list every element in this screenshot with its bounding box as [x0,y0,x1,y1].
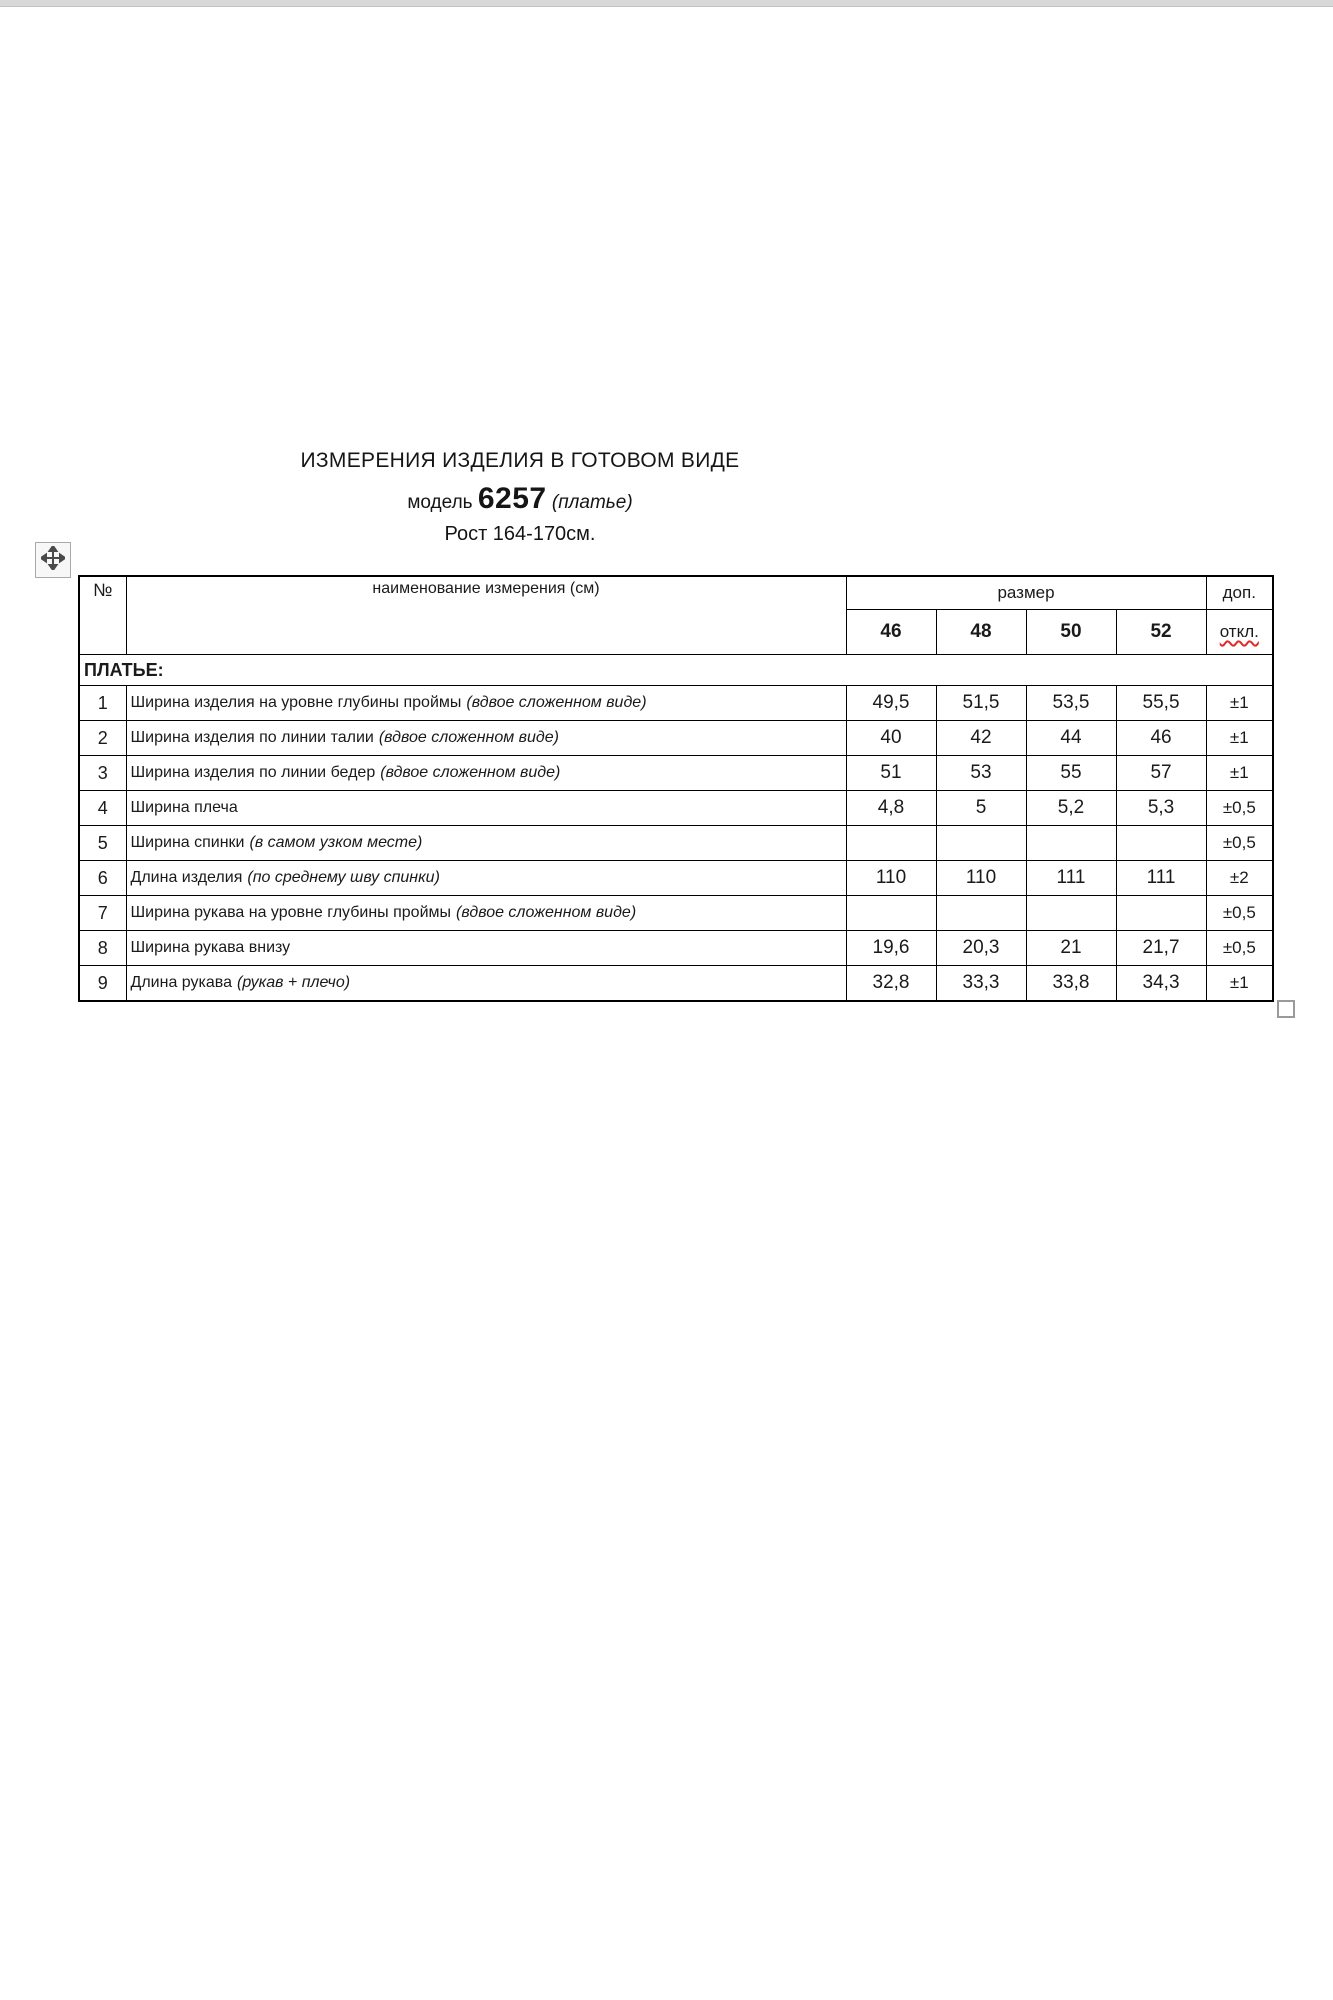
value-cell: 42 [936,721,1026,756]
tolerance-cell: ±0,5 [1206,931,1273,966]
value-cell [1026,896,1116,931]
measurement-name: Ширина рукава внизу [126,931,846,966]
value-cell: 110 [846,861,936,896]
value-cell: 46 [1116,721,1206,756]
value-cell [1116,826,1206,861]
value-cell [1116,896,1206,931]
measurement-name: Ширина плеча [126,791,846,826]
model-type: (платье) [551,492,633,513]
value-cell: 111 [1116,861,1206,896]
value-cell: 33,3 [936,966,1026,1002]
header-tolerance-line2: откл. [1219,622,1259,641]
tolerance-cell: ±0,5 [1206,826,1273,861]
header-size-48: 48 [936,610,1026,655]
value-cell: 57 [1116,756,1206,791]
value-cell: 51,5 [936,686,1026,721]
row-number: 6 [79,861,126,896]
value-cell: 32,8 [846,966,936,1002]
table-row [79,686,1273,721]
tolerance-cell: ±1 [1206,686,1273,721]
value-cell: 19,6 [846,931,936,966]
header-size-52: 52 [1116,610,1206,655]
value-cell: 33,8 [1026,966,1116,1002]
value-cell: 110 [936,861,1026,896]
viewer-top-edge [0,0,1333,7]
value-cell: 5,2 [1026,791,1116,826]
table-row [79,861,1273,896]
model-line [78,482,962,520]
row-number: 3 [79,756,126,791]
move-icon [41,546,65,575]
value-cell: 4,8 [846,791,936,826]
value-cell [846,896,936,931]
header-tolerance-line1: доп. [1206,576,1273,610]
measurement-name: Ширина спинки (в самом узком месте) [126,826,846,861]
row-number: 4 [79,791,126,826]
tolerance-cell: ±0,5 [1206,896,1273,931]
value-cell: 49,5 [846,686,936,721]
table-row [79,931,1273,966]
tolerance-cell: ±1 [1206,756,1273,791]
measurement-name: Длина изделия (по среднему шву спинки) [126,861,846,896]
height-range: Рост 164-170см. [444,523,596,545]
value-cell [846,826,936,861]
value-cell: 21,7 [1116,931,1206,966]
header-size-group: размер [846,576,1206,610]
measurement-name: Ширина изделия на уровне глубины проймы (вдвое сложенном виде) [126,686,846,721]
row-number: 7 [79,896,126,931]
row-number: 1 [79,686,126,721]
table-row [79,721,1273,756]
table-row [79,896,1273,931]
header-size-50: 50 [1026,610,1116,655]
value-cell: 40 [846,721,936,756]
value-cell: 111 [1026,861,1116,896]
page-title: ИЗМЕРЕНИЯ ИЗДЕЛИЯ В ГОТОВОМ ВИДЕ [300,449,740,472]
row-number: 5 [79,826,126,861]
table-move-handle[interactable] [35,542,71,578]
value-cell: 5 [936,791,1026,826]
value-cell: 53,5 [1026,686,1116,721]
value-cell: 5,3 [1116,791,1206,826]
table-header-row-1 [79,576,1273,610]
tolerance-cell: ±0,5 [1206,791,1273,826]
measurement-name: Ширина изделия по линии бедер (вдвое сложенном виде) [126,756,846,791]
value-cell: 44 [1026,721,1116,756]
tolerance-cell: ±2 [1206,861,1273,896]
section-row-dress [79,655,1273,686]
value-cell: 53 [936,756,1026,791]
table-row [79,756,1273,791]
header-size-46: 46 [846,610,936,655]
measurement-name: Ширина рукава на уровне глубины проймы (вдвое сложенном виде) [126,896,846,931]
table-row [79,791,1273,826]
tolerance-cell: ±1 [1206,966,1273,1002]
model-label: модель [407,492,473,513]
measurements-table [78,575,1274,1002]
table-row [79,966,1273,1002]
value-cell: 21 [1026,931,1116,966]
header-measure-name: наименование измерения (см) [126,576,846,655]
row-number: 8 [79,931,126,966]
section-label: ПЛАТЬЕ: [79,655,1273,686]
value-cell [936,826,1026,861]
value-cell [1026,826,1116,861]
value-cell: 34,3 [1116,966,1206,1002]
value-cell [936,896,1026,931]
value-cell: 20,3 [936,931,1026,966]
table-row [79,826,1273,861]
value-cell: 55,5 [1116,686,1206,721]
document-heading [78,448,962,546]
measurement-name: Длина рукава (рукав + плечо) [126,966,846,1002]
model-number: 6257 [477,482,547,515]
measurement-name: Ширина изделия по линии талии (вдвое сложенном виде) [126,721,846,756]
value-cell: 51 [846,756,936,791]
table-resize-handle[interactable] [1277,1000,1295,1018]
tolerance-cell: ±1 [1206,721,1273,756]
row-number: 9 [79,966,126,1002]
row-number: 2 [79,721,126,756]
header-num: № [79,576,126,655]
value-cell: 55 [1026,756,1116,791]
